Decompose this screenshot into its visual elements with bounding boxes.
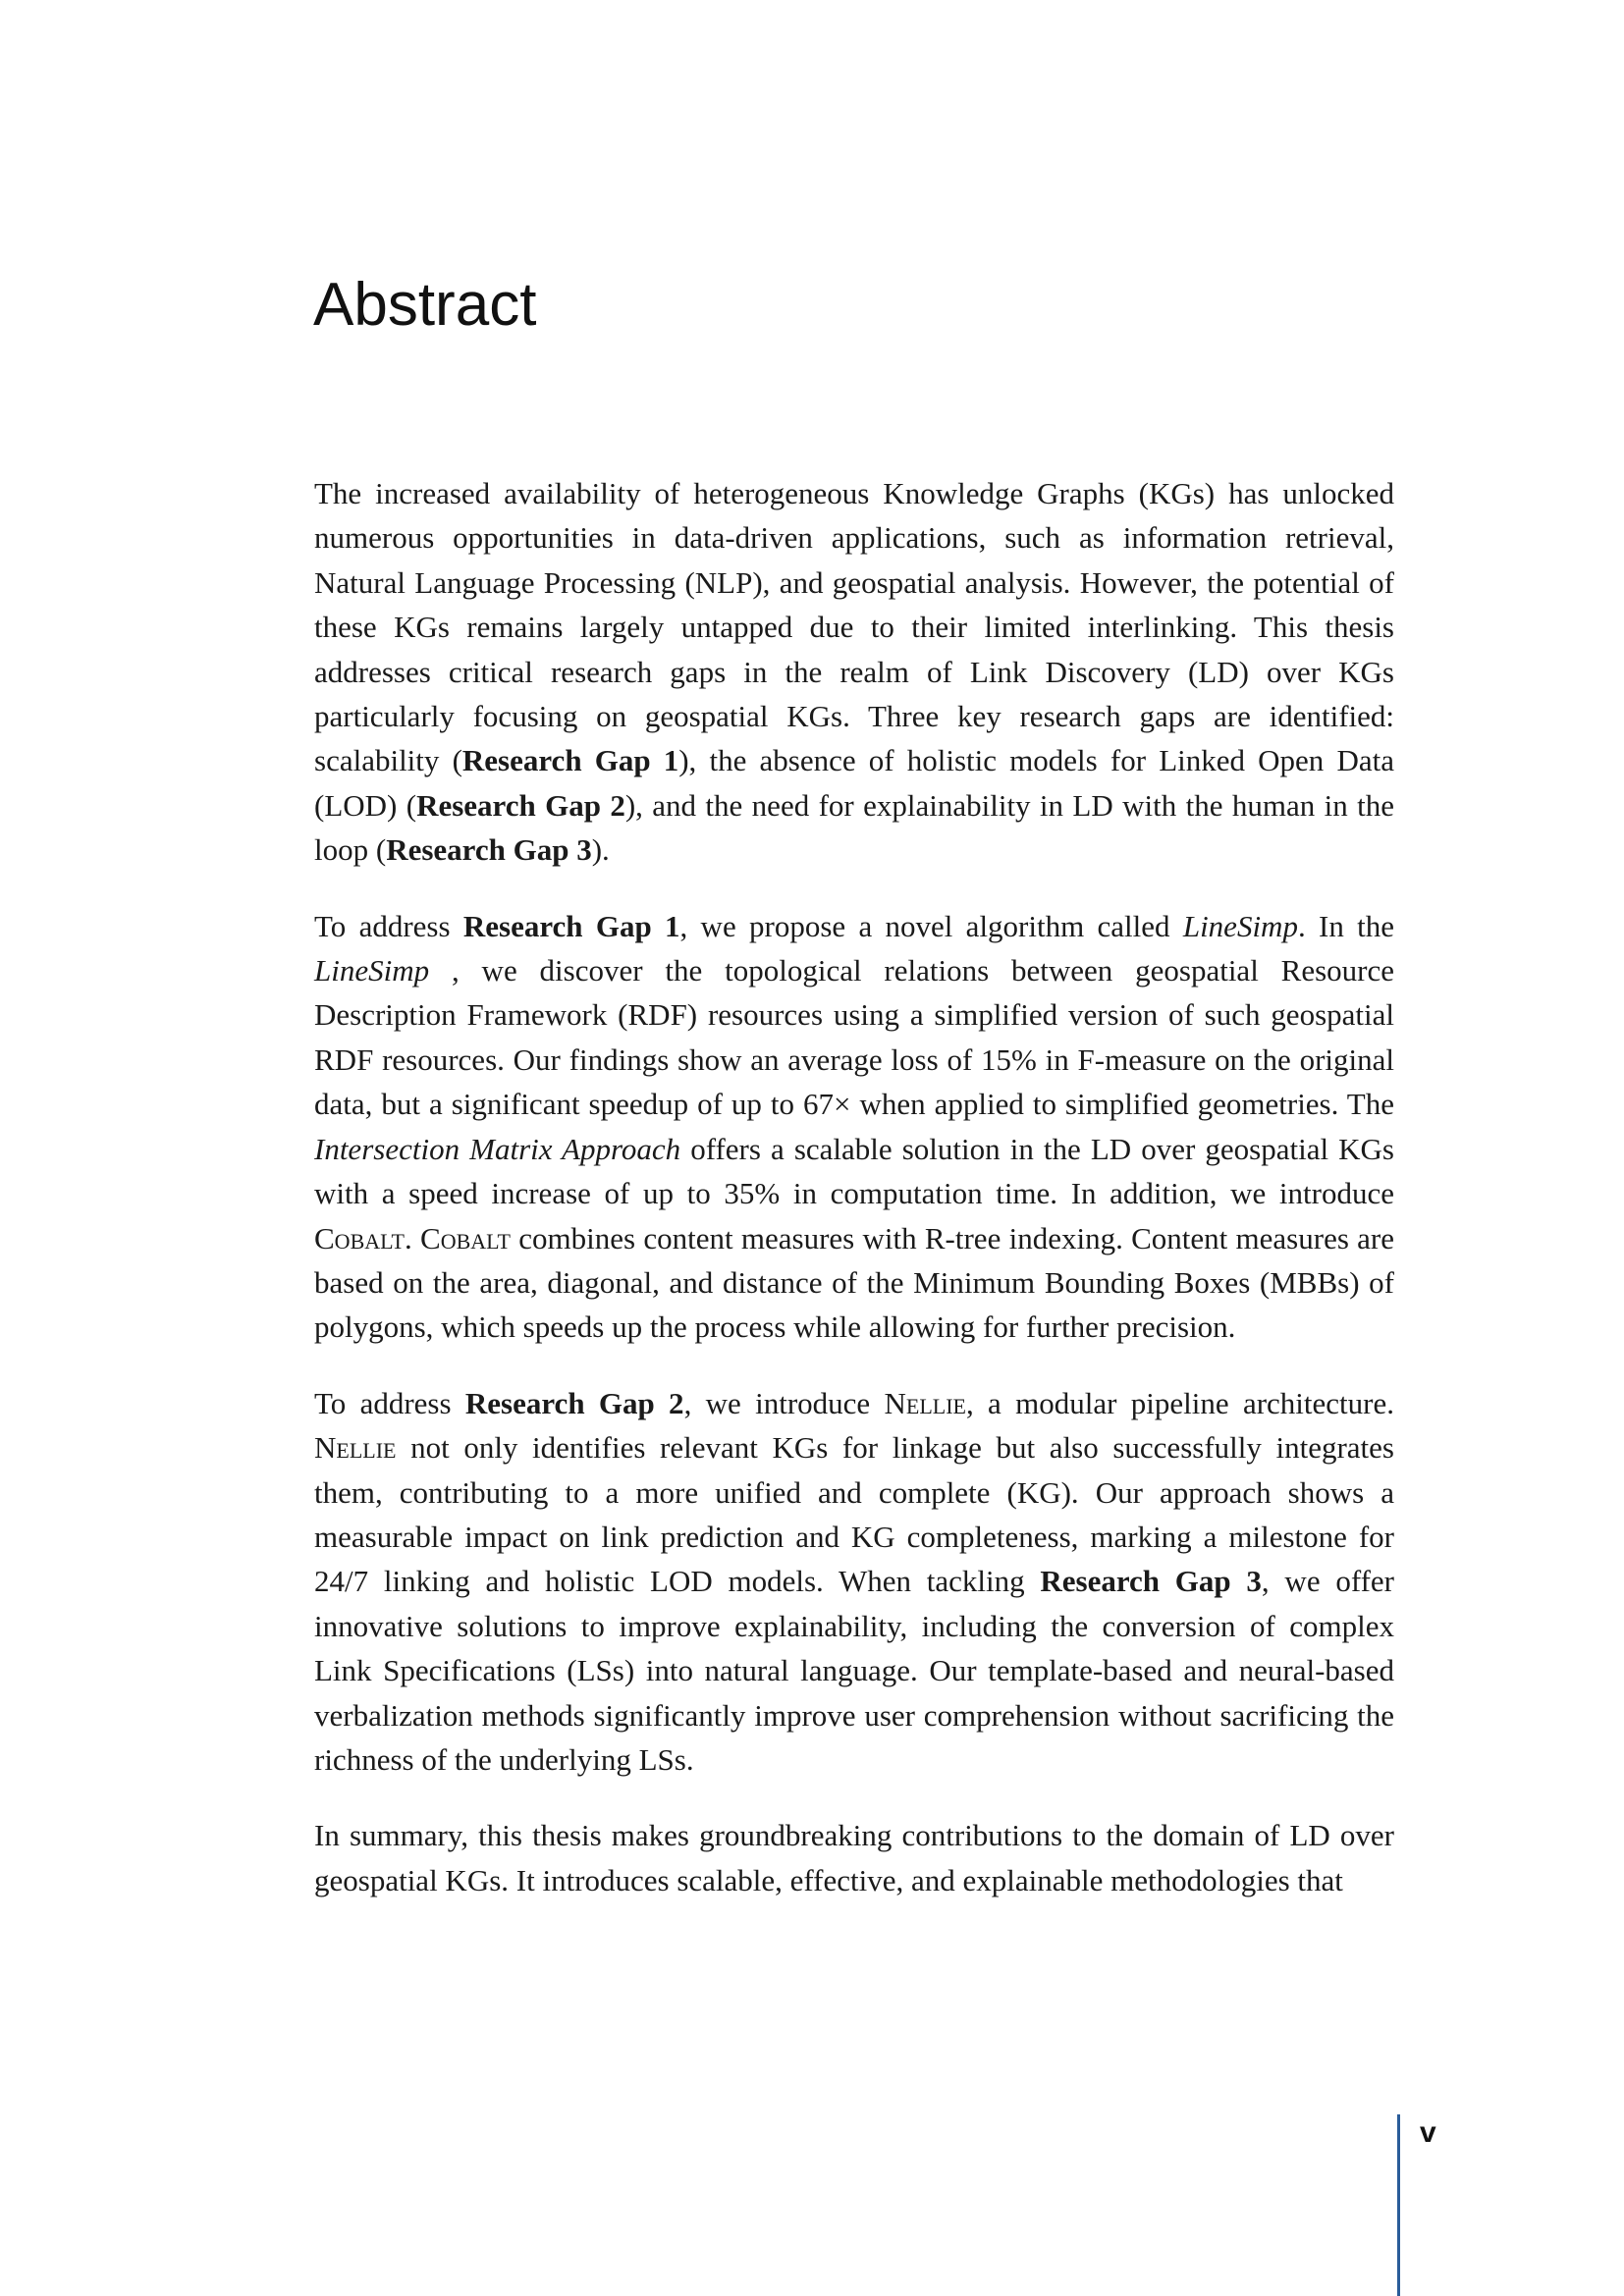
text-run: ). (591, 832, 610, 868)
abstract-paragraph-2 (314, 904, 1394, 1350)
text-run: . In the (1297, 908, 1395, 943)
text-run: , we offer innovative solutions to improve explainability, including the conversion of complex Link Specifications (LSs) into natural language. Our template-based and neural-based verbalization methods significantly improve user comprehension without sacrificing the richness of the underlying LSs. (314, 1564, 1395, 1777)
research-gap-2-label: Research Gap 2 (464, 1385, 684, 1420)
research-gap-3-label: Research Gap 3 (1040, 1564, 1262, 1599)
text-run: The increased availability of heterogeneous Knowledge Graphs (KGs) has unlocked numerous opportunities in data-driven applications, such as information retrieval, Natural Language Processing (NLP), and geospatial analysis. However, the potential of these KGs remains largely untapped due to their limited interlinking. This thesis addresses critical research gaps in the realm of Link Discovery (LD) over KGs particularly focusing on geospatial KGs. Three key research gaps are identified: scalability ( (314, 476, 1394, 778)
text-run: To address (314, 908, 463, 943)
page-number: v (1420, 2116, 1436, 2149)
text-run: , we introduce (683, 1385, 885, 1420)
text-run: In summary, this thesis makes groundbreaking contributions to the domain of LD over geospatial KGs. It introduces scalable, effective, and explainable methodologies that (314, 1818, 1394, 1897)
linesimp-term: LineSimp (314, 953, 430, 988)
nellie-term: Nellie (884, 1385, 966, 1420)
text-run: . (404, 1220, 421, 1255)
research-gap-3-label: Research Gap 3 (386, 832, 592, 868)
abstract-paragraph-1 (314, 471, 1394, 873)
text-run: combines content measures with R-tree indexing. Content measures are based on the area, diagonal, and distance of the Minimum Bounding Boxes (MBBs) of polygons, which speeds up the process while allowing for further precision. (314, 1220, 1395, 1345)
intersection-matrix-term: Intersection Matrix Approach (314, 1131, 681, 1166)
text-run: , we propose a novel algorithm called (679, 908, 1183, 943)
abstract-paragraph-3 (314, 1381, 1394, 1783)
cobalt-term: Cobalt (314, 1220, 405, 1255)
text-run: , a modular pipeline architecture. (965, 1385, 1394, 1420)
page-margin-rule (1397, 2114, 1400, 2296)
linesimp-term: LineSimp (1182, 908, 1298, 943)
abstract-paragraph-4 (314, 1813, 1394, 1902)
nellie-term: Nellie (314, 1430, 397, 1466)
text-run: , we discover the topological relations between geospatial Resource Description Framework (RDF) resources using a simplified version of such geospatial RDF resources. Our findings show an average loss of 15% in F-measure on the original data, but a significant speedup of up to 67× when applied to simplified geometries. The (314, 953, 1394, 1122)
research-gap-1-label: Research Gap 1 (462, 908, 680, 943)
text-run: ), and the need for explainability in LD with the human in the loop ( (314, 787, 1394, 868)
research-gap-1-label: Research Gap 1 (461, 743, 679, 778)
text-run: ), the absence of holistic models for Linked Open Data (LOD) ( (314, 743, 1394, 823)
text-run: offers a scalable solution in the LD over geospatial KGs with a speed increase of up to 35% in computation time. In addition, we introduce (314, 1131, 1394, 1211)
cobalt-term: Cobalt (420, 1220, 511, 1255)
text-run: To address (314, 1385, 465, 1420)
page-title: Abstract (313, 271, 537, 339)
abstract-body (314, 471, 1394, 1934)
research-gap-2-label: Research Gap 2 (416, 787, 625, 823)
text-run: not only identifies relevant KGs for linkage but also successfully integrates them, contributing to a more unified and complete (KG). Our approach shows a measurable impact on link prediction and KG completeness, marking a milestone for 24/7 linking and holistic LOD models. When tackling (314, 1430, 1394, 1599)
